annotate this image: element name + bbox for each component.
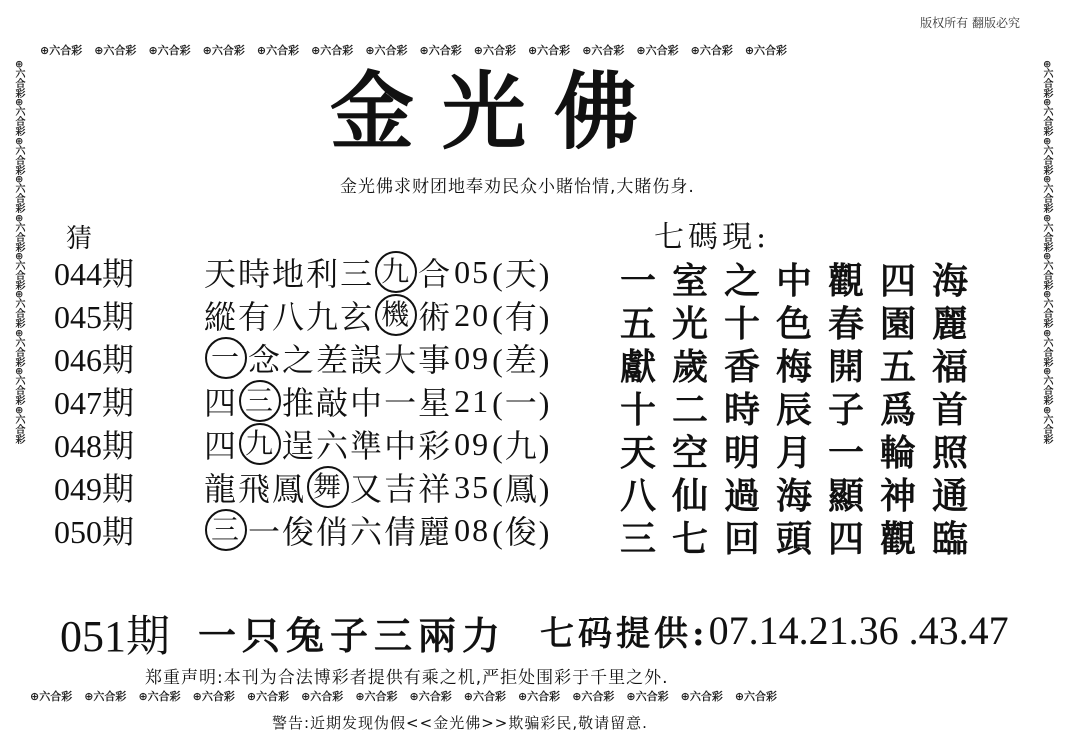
phrase-char: 玄 — [340, 298, 375, 336]
grid-char: 明 — [723, 432, 760, 474]
period-phrase — [204, 421, 551, 467]
grid-char: 四 — [827, 518, 864, 560]
period-phrase — [204, 378, 551, 424]
period-label: 049期 — [54, 471, 135, 507]
phrase-char: 念 — [248, 341, 283, 379]
phrase-char: 三 — [340, 255, 375, 293]
logo-mark: ⊕六合彩 — [355, 690, 398, 703]
grid-char: 香 — [723, 346, 760, 388]
grid-char: 神 — [879, 475, 916, 517]
grid-char: 獻 — [619, 346, 656, 388]
logo-mark: ⊕六合彩 — [138, 690, 181, 703]
seven-code-values: 07.14.21.36 .43.47 — [708, 608, 1009, 653]
phrase-char: 誤 — [350, 341, 385, 379]
logo-mark: ⊕六合彩 — [1041, 136, 1052, 176]
left-logo-strip — [13, 60, 38, 680]
phrase-char: 天 — [204, 255, 239, 293]
period-row — [54, 465, 551, 509]
period-label: 045期 — [54, 299, 135, 335]
phrase-char: 縱 — [204, 298, 239, 336]
grid-char: 一 — [827, 432, 864, 474]
logo-mark: ⊕六合彩 — [517, 690, 561, 703]
logo-mark: ⊕六合彩 — [1041, 213, 1052, 252]
logo-mark: ⊕六合彩 — [1041, 175, 1052, 214]
logo-mark: ⊕六合彩 — [40, 44, 83, 57]
grid-char: 輪 — [879, 432, 916, 474]
period-answer: (一) — [492, 385, 552, 421]
grid-char: 臨 — [931, 518, 968, 560]
logo-mark: ⊕六合彩 — [1041, 367, 1052, 406]
grid-char: 頭 — [775, 518, 812, 560]
period-label: 044期 — [54, 256, 135, 292]
grid-char: 仙 — [671, 475, 708, 517]
circled-char: 九 — [239, 423, 281, 465]
phrase-char: 地 — [272, 255, 307, 293]
grid-char: 色 — [775, 303, 812, 345]
solemn-statement: 郑重声明:本刊为合法博彩者提供有乘之机,严拒处围彩于千里之外. — [145, 668, 669, 688]
phrase-char: 術 — [418, 298, 453, 336]
grid-char: 時 — [723, 389, 760, 431]
period-number: 09 — [454, 425, 491, 462]
phrase-char: 龍 — [204, 470, 239, 508]
period-answer: (差) — [492, 342, 552, 378]
grid-char: 爲 — [879, 389, 916, 431]
top-logo-strip — [40, 42, 1040, 58]
logo-mark: ⊕六合彩 — [744, 44, 788, 57]
logo-mark: ⊕六合彩 — [202, 44, 245, 57]
logo-mark: ⊕六合彩 — [473, 44, 516, 57]
logo-mark: ⊕六合彩 — [1041, 60, 1052, 99]
logo-mark: ⊕六合彩 — [419, 44, 462, 57]
bottom-logo-strip — [30, 688, 1050, 704]
logo-mark: ⊕六合彩 — [1041, 405, 1052, 444]
logo-mark: ⊕六合彩 — [13, 367, 24, 406]
phrase-char: 彩 — [418, 427, 453, 465]
grid-char: 福 — [931, 346, 968, 388]
logo-mark: ⊕六合彩 — [13, 328, 24, 368]
phrase-char: 祥 — [418, 470, 453, 508]
period-row — [54, 379, 551, 423]
logo-mark: ⊕六合彩 — [690, 44, 733, 57]
grid-char: 過 — [723, 475, 760, 517]
grid-char: 觀 — [879, 518, 916, 560]
period-row — [54, 422, 551, 466]
phrase-char: 敲 — [316, 384, 351, 422]
phrase-char: 八 — [272, 298, 307, 336]
period-phrase — [204, 335, 551, 381]
phrase-char: 四 — [204, 427, 239, 465]
period-number: 21 — [454, 382, 491, 419]
next-period-number: 051期 — [60, 612, 170, 661]
grid-char: 辰 — [775, 389, 812, 431]
grid-char: 空 — [671, 432, 708, 474]
period-phrase — [204, 507, 551, 553]
circled-char: 一 — [205, 337, 247, 379]
phrase-char: 俊 — [282, 513, 317, 551]
phrase-char: 星 — [418, 384, 453, 422]
logo-mark: ⊕六合彩 — [527, 44, 571, 57]
period-row — [54, 293, 551, 337]
phrase-char: 合 — [418, 255, 453, 293]
grid-char: 中 — [775, 260, 812, 302]
period-label: 046期 — [54, 342, 135, 378]
period-phrase — [204, 464, 551, 510]
grid-char: 歲 — [671, 346, 708, 388]
period-number: 05 — [454, 253, 491, 290]
grid-char: 顯 — [827, 475, 864, 517]
logo-mark: ⊕六合彩 — [30, 690, 73, 703]
copyright-notice: 版权所有 翻版必究 — [920, 16, 1020, 30]
period-number: 09 — [454, 339, 491, 376]
logo-mark: ⊕六合彩 — [301, 690, 344, 703]
grid-char: 月 — [775, 432, 812, 474]
circled-char: 三 — [239, 380, 281, 422]
logo-mark: ⊕六合彩 — [463, 690, 506, 703]
grid-char: 室 — [671, 260, 708, 302]
circled-char: 九 — [375, 251, 417, 293]
logo-mark: ⊕六合彩 — [13, 213, 24, 252]
phrase-char: 九 — [306, 298, 341, 336]
period-row — [54, 508, 551, 552]
phrase-char: 利 — [306, 255, 341, 293]
logo-mark: ⊕六合彩 — [1041, 98, 1052, 137]
period-number: 35 — [454, 468, 491, 505]
next-period — [60, 600, 506, 664]
period-answer: (九) — [492, 428, 552, 464]
phrase-char: 俏 — [316, 513, 351, 551]
logo-mark: ⊕六合彩 — [192, 690, 235, 703]
right-logo-strip — [1041, 60, 1066, 680]
period-phrase — [204, 292, 551, 338]
phrase-char: 六 — [316, 427, 351, 465]
grid-char: 回 — [723, 518, 760, 560]
phrase-char: 倩 — [384, 513, 419, 551]
logo-mark: ⊕六合彩 — [582, 44, 625, 57]
grid-char: 首 — [931, 389, 968, 431]
next-period-phrase: 一只兔子三兩力 — [198, 612, 507, 658]
seven-code-label: 七码提供: — [540, 614, 709, 654]
period-label: 048期 — [54, 428, 135, 464]
grid-char: 海 — [931, 260, 968, 302]
phrase-char: 逞 — [282, 427, 317, 465]
grid-char: 三 — [619, 518, 656, 560]
warning-notice: 警告:近期发现伪假<<金光佛>>欺骗彩民,敬请留意. — [272, 714, 648, 732]
logo-mark: ⊕六合彩 — [13, 98, 24, 137]
grid-char: 五 — [619, 303, 656, 345]
logo-mark: ⊕六合彩 — [734, 690, 778, 703]
phrase-char: 推 — [282, 384, 317, 422]
period-row — [54, 250, 551, 294]
phrase-char: 大 — [384, 341, 419, 379]
logo-mark: ⊕六合彩 — [13, 251, 24, 291]
guess-label: 猜 — [66, 224, 93, 254]
grid-char: 園 — [879, 303, 916, 345]
logo-mark: ⊕六合彩 — [148, 44, 191, 57]
grid-char: 五 — [879, 346, 916, 388]
circled-char: 機 — [375, 294, 417, 336]
period-number: 20 — [454, 296, 491, 333]
grid-char: 四 — [879, 260, 916, 302]
period-phrase — [204, 249, 551, 295]
phrase-char: 時 — [238, 255, 273, 293]
grid-char: 天 — [619, 432, 656, 474]
phrase-char: 差 — [316, 341, 351, 379]
period-label: 047期 — [54, 385, 135, 421]
logo-mark: ⊕六合彩 — [94, 44, 137, 57]
phrase-char: 四 — [204, 384, 239, 422]
logo-mark: ⊕六合彩 — [256, 44, 300, 57]
period-answer: (天) — [492, 256, 552, 292]
grid-char: 一 — [619, 260, 656, 302]
logo-mark: ⊕六合彩 — [13, 290, 24, 329]
logo-mark: ⊕六合彩 — [636, 44, 679, 57]
period-answer: (俊) — [492, 514, 552, 550]
phrase-char: 一 — [248, 513, 283, 551]
grid-char: 照 — [931, 432, 968, 474]
phrase-char: 六 — [350, 513, 385, 551]
logo-mark: ⊕六合彩 — [84, 690, 127, 703]
logo-mark: ⊕六合彩 — [1041, 328, 1052, 368]
grid-char: 十 — [723, 303, 760, 345]
phrase-char: 麗 — [418, 513, 453, 551]
logo-mark: ⊕六合彩 — [626, 690, 669, 703]
seven-codes-title: 七碼現: — [654, 220, 771, 255]
grid-char: 八 — [619, 475, 656, 517]
grid-char: 二 — [671, 389, 708, 431]
logo-mark: ⊕六合彩 — [13, 175, 24, 214]
phrase-char: 一 — [384, 384, 419, 422]
grid-char: 海 — [775, 475, 812, 517]
phrase-char: 準 — [350, 427, 385, 465]
period-label: 050期 — [54, 514, 135, 550]
phrase-char: 有 — [238, 298, 273, 336]
period-number: 08 — [454, 511, 491, 548]
logo-mark: ⊕六合彩 — [1041, 251, 1052, 291]
logo-mark: ⊕六合彩 — [311, 44, 354, 57]
phrase-char: 中 — [350, 384, 385, 422]
grid-char: 春 — [827, 303, 864, 345]
grid-char: 子 — [827, 389, 864, 431]
logo-mark: ⊕六合彩 — [13, 60, 24, 99]
phrase-char: 事 — [418, 341, 453, 379]
logo-mark: ⊕六合彩 — [680, 690, 723, 703]
logo-mark: ⊕六合彩 — [1041, 290, 1052, 329]
phrase-char: 飛 — [238, 470, 273, 508]
grid-char: 梅 — [775, 346, 812, 388]
period-answer: (有) — [492, 299, 552, 335]
grid-char: 光 — [671, 303, 708, 345]
phrase-char: 之 — [282, 341, 317, 379]
grid-row — [612, 511, 976, 562]
logo-mark: ⊕六合彩 — [365, 44, 408, 57]
grid-char: 開 — [827, 346, 864, 388]
grid-char: 麗 — [931, 303, 968, 345]
logo-mark: ⊕六合彩 — [572, 690, 615, 703]
period-answer: (鳳) — [492, 471, 552, 507]
phrase-char: 吉 — [384, 470, 419, 508]
logo-mark: ⊕六合彩 — [409, 690, 452, 703]
seven-code-numbers — [540, 606, 1009, 655]
grid-char: 七 — [671, 518, 708, 560]
grid-char: 觀 — [827, 260, 864, 302]
grid-char: 十 — [619, 389, 656, 431]
circled-char: 舞 — [307, 466, 349, 508]
grid-char: 之 — [723, 260, 760, 302]
page-title: 金光佛 — [330, 62, 667, 161]
logo-mark: ⊕六合彩 — [13, 405, 24, 444]
slogan: 金光佛求财团地奉劝民众小賭怡情,大賭伤身. — [340, 177, 695, 197]
logo-mark: ⊕六合彩 — [246, 690, 290, 703]
grid-char: 通 — [931, 475, 968, 517]
circled-char: 三 — [205, 509, 247, 551]
phrase-char: 中 — [384, 427, 419, 465]
phrase-char: 鳳 — [272, 470, 307, 508]
logo-mark: ⊕六合彩 — [13, 136, 24, 176]
period-row — [54, 336, 551, 380]
phrase-char: 又 — [350, 470, 385, 508]
